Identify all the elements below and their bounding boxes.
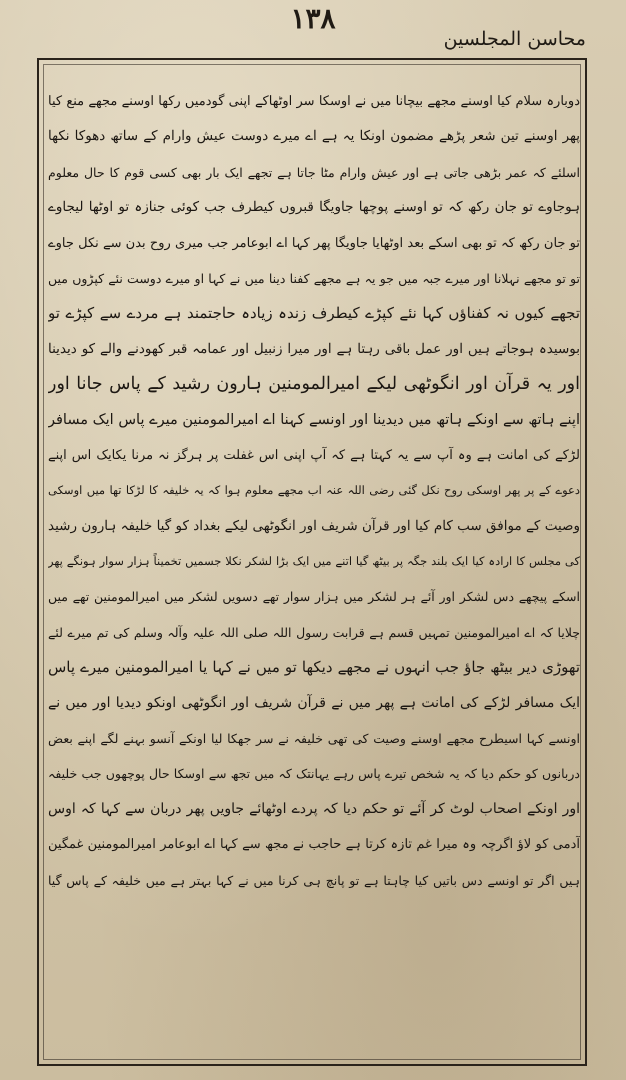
text-line: اور یہ قرآن اور انگوٹھی لیکے امیرالمومنین ہارون رشید کے پاس جانا اور bbox=[48, 374, 580, 395]
page-number: ۱۳۸ bbox=[290, 2, 336, 35]
running-head-title: محاسن المجلسین bbox=[443, 28, 586, 50]
text-line: اپنے ہاتھ سے اونکے ہاتھ میں دیدینا اور اونسے کہنا اے امیرالمومنین میرے پاس ایک مسافر bbox=[48, 411, 580, 428]
text-line: چلایا کہ اے امیرالمومنین تمہیں قسم ہے قرابت رسول اللہ صلی اللہ علیہ وآلہ وسلم کی تم میرے لئے bbox=[48, 624, 580, 640]
text-line: تھوڑی دیر بیٹھ جاؤ جب انہوں نے مجھے دیکھا تو میں نے کہا یا امیرالمومنین میرے پاس bbox=[48, 658, 580, 677]
body-text bbox=[48, 84, 580, 898]
text-line: تجھے کیوں نہ کفناؤں کہا نئے کپڑے کیطرف زندہ زیادہ حاجتمند ہے مردے سے کپڑے تو bbox=[48, 304, 580, 323]
text-line: کی مجلس کا ارادہ کیا ایک بلند جگہ پر بیٹھ گیا اتنے میں ایک بڑا لشکر نکلا جسمیں تخمیناً ہزار سوار ہونگے پھر bbox=[48, 554, 580, 569]
text-line: ہوجاوے تو جان رکھ کہ تو اوسنے پوچھا جاویگا قبروں کیطرف جب کوئی جنازہ تو اوٹھا لیجاوے bbox=[48, 199, 580, 216]
text-line: اور اونکے اصحاب لوٹ کر آئے تو حکم دیا کہ پردے اوٹھائے جاویں پھر دربان سے کہا کہ اوس bbox=[48, 800, 580, 817]
text-line: ایک مسافر لڑکے کی امانت ہے پھر میں نے قرآن شریف اور انگوٹھی اونکو دیدیا اور میں نے bbox=[48, 694, 580, 711]
text-line: پھر اوسنے تین شعر پڑھے مضمون اونکا یہ ہے اے میرے دوست عیش وارام کے ساتھ دھوکا نکھا bbox=[48, 128, 580, 145]
text-line: اسکے پیچھے دس لشکر اور آئے ہر لشکر میں ہزار سوار تھے دسویں لشکر میں امیرالمومنین تھے میں bbox=[48, 589, 580, 605]
text-line: اونسے کہا اسیطرح مجھے اوسنے وصیت کی تھی خلیفہ نے سر جھکا لیا اونکے آنسو بہنے لگے اپنے بعض bbox=[48, 731, 580, 747]
text-line: دربانوں کو حکم دیا کہ یہ شخص تیرے پاس رہے یہانتک کہ میں تجھ سے اوسکا حال پوچھوں جب خلیفہ bbox=[48, 766, 580, 782]
text-line: دعوے کے پر پھر اوسکی روح نکل گئی رضی اللہ عنہ اب مجھے معلوم ہوا کہ یہ خلیفہ کا لڑکا تھا میں اوسکی bbox=[48, 483, 580, 498]
text-line: دوبارہ سلام کیا اوسنے مجھے بیچانا میں نے اوسکا سر اوٹھاکے اپنی گودمیں رکھا اوسنے مجھے منع کیا bbox=[48, 94, 580, 109]
text-line: تو جان رکھ کہ تو بھی اسکے بعد اوٹھایا جاویگا پھر کہا اے ابوعامر جب میری روح بدن سے نکل جاوے bbox=[48, 235, 580, 251]
text-line: آدمی کو لاؤ اگرچہ وہ میرا غم تازہ کرتا ہے حاجب نے مجھ سے کہا اے ابوعامر امیرالمومنین غمگین bbox=[48, 837, 580, 853]
text-line: وصیت کے موافق سب کام کیا اور قرآن شریف اور انگوٹھی لیکے بغداد کو گیا خلیفہ ہارون رشید bbox=[48, 517, 580, 534]
text-line: اسلئے کہ عمر بڑھی جاتی ہے اور عیش وارام مٹا جاتا ہے تجھے ایک بار بھی کسی قوم کا حال معلوم bbox=[48, 164, 580, 180]
text-line: بوسیدہ ہوجاتے ہیں اور عمل باقی رہتا ہے اور میرا زنبیل اور عمامہ قبر کھودنے والے کو دیدینا bbox=[48, 340, 580, 357]
text-line: تو تو مجھے نہلانا اور میرے جبہ میں جو یہ ہے مجھے کفنا دینا میں نے کہا او میرے دوست نئے کپڑوں میں bbox=[48, 270, 580, 286]
text-line: لڑکے کی امانت ہے وہ آپ سے یہ کہتا ہے کہ آپ اپنی اس غفلت پر ہرگز نہ مرنا یکایک اس اپنے bbox=[48, 447, 580, 463]
text-line: ہیں اگر تو اونسے دس باتیں کیا چاہتا ہے تو پانچ ہی کرنا میں نے کہا بہتر ہے میں خلیفہ کے پاس گیا bbox=[48, 872, 580, 888]
